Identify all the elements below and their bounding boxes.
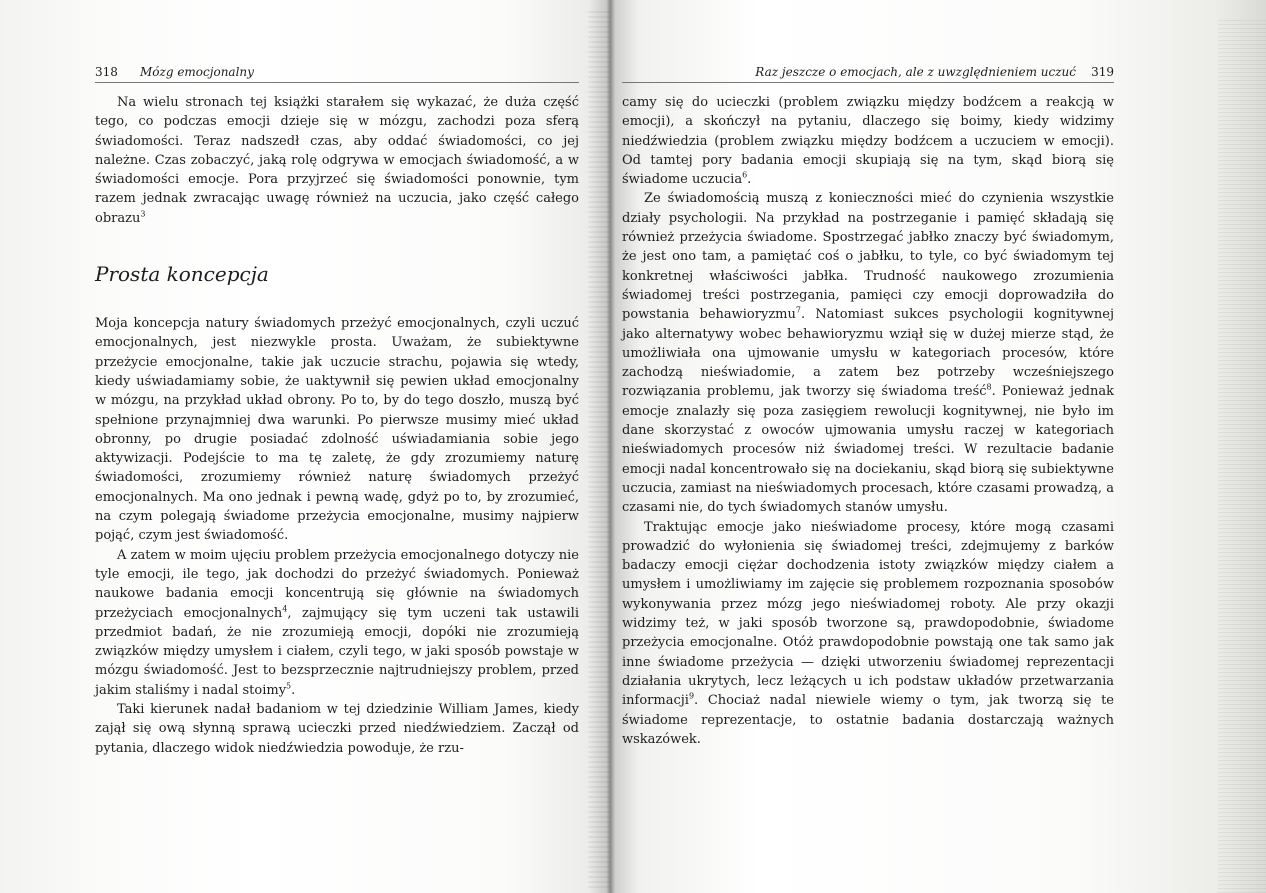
- book-gutter: [588, 8, 610, 888]
- section-heading: Prosta koncepcja: [95, 262, 269, 287]
- footnote-ref: 8: [986, 383, 992, 393]
- right-page: [622, 62, 1114, 749]
- left-paragraph-2: Moja koncepcja natury świadomych przeżyć emocjonalnych, czyli uczuć emocjonalnych, jest niezwykle prosta. Uważam, że subiektywne przeżycie emocjonalne, takie jak uczucie strachu, pojawia się wtedy, kiedy uświadamiamy sobie, że uaktywnił się pewien układ emocjonalny w mózgu, na przykład układ obrony. Po to, by do tego doszło, muszą być spełnione przynajmniej dwa warunki. Po pierwsze musimy mieć układ obronny, po drugie posiadać zdolność uświadamiania sobie jego aktywizacji. Podejście to ma tę zaletę, że gdy zrozumiemy naturę świadomości, zrozumiemy również naturę świadomych przeżyć emocjonalnych. Ma ono jednak i pewną wadę, gdyż po to, by zrozumieć, na czym polegają świadome przeżycia emocjonalne, musimy najpierw pojąć, czym jest świadomość.: [95, 316, 579, 544]
- left-page: [95, 62, 579, 758]
- left-paragraph-3: A zatem w moim ujęciu problem przeżycia emocjonalnego dotyczy nie tyle emocji, ile tego, jak dochodzi do przeżyć świadomych. Ponieważ naukowe badania emocji koncentrują się głównie na świadomych przeżyciach emocjonalnych$^4$, zajmujący się tym uczeni tak ustawili przedmiot badań, że nie zrozumieją emocji, dopóki nie zrozumieją związków między umysłem i ciałem, czyli tego, w jaki sposób powstaje w mózgu świadomość. Jest to bezsprzecznie najtrudniejszy problem, przed jakim staliśmy i nadal stoimy$^5$.: [95, 547, 579, 698]
- right-paragraph-2: Ze świadomością muszą z konieczności mieć do czynienia wszystkie działy psychologii. Na przykład na postrzeganie i pamięć składają się również przeżycia świadome. Spostrzegać jabłko znaczy być świadomym, że jest ono tam, a pamiętać coś o jabłku, to tyle, co być świadomym tej konkretnej właściwości jabłka. Trudność naukowego zrozumienia świadomej treści postrzegania, pamięci czy emocji doprowadziła do powstania behawioryzmu$^7$. Natomiast sukces psychologii kognitywnej jako alternatywy wobec behawioryzmu wziął się w dużej mierze stąd, że umożliwiała ona ujmowanie umysłu w kategoriach procesów, które zachodzą nieświadomie, a zatem bez potrzeby wcześniejszego rozwiązania problemu, jak tworzy się świadoma treść$^8$. Ponieważ jednak emocje znalazły się poza zasięgiem rewolucji kognitywnej, nie było im dane skorzystać z owoców ujmowania umysłu raczej w kategoriach nieświadomych procesów niż świadomej treści. W rezultacie badanie emocji nadal koncentrowało się na dociekaniu, skąd biorą się subiektywne uczucia, zamiast na nieświadomych procesach, które czasami prowadzą, a czasami nie, do tych świadomych stanów umysłu.: [622, 191, 1114, 516]
- right-running-head: [622, 62, 1114, 83]
- right-paragraph-3: Traktując emocje jako nieświadome procesy, które mogą czasami prowadzić do wyłonienia się świadomej treści, zdejmujemy z barków badaczy emocji ciężar dochodzenia istoty związków między ciałem a umysłem i umożliwiamy im zajęcie się problemem rozpoznania sposobów wykonywania przez mózg jego nieświadomej roboty. Ale przy okazji widzimy też, w jaki sposób tworzone są, prawdopodobnie, świadome przeżycia emocjonalne. Otóż prawdopodobnie powstają one tak samo jak inne świadome przeżycia — dzięki utworzeniu świadomej reprezentacji działania ukrytych, lecz leżących u ich podstaw układów przetwarzania informacji$^9$. Chociaż nadal niewiele wiemy o tym, jak tworzą się te świadome reprezentacje, to ostatnie badania dostarczają ważnych wskazówek.: [622, 519, 1114, 747]
- footnote-ref: 3: [140, 209, 146, 219]
- left-page-number: 318: [95, 65, 118, 79]
- page-edge-shadow: [1218, 20, 1266, 893]
- footnote-ref: 6: [742, 170, 748, 180]
- left-running-title: Mózg emocjonalny: [140, 65, 254, 79]
- left-paragraph-4: Taki kierunek nadał badaniom w tej dziedzinie William James, kiedy zajął się ową słynną sprawą ucieczki przed niedźwiedziem. Zaczął od pytania, dlaczego widok niedźwiedzia powoduje, że rzu-: [95, 702, 579, 756]
- footnote-ref: 7: [795, 305, 801, 315]
- right-running-title: Raz jeszcze o emocjach, ale z uwzględnieniem uczuć: [755, 65, 1076, 79]
- footnote-ref: 9: [688, 691, 695, 701]
- footnote-ref: 5: [286, 681, 292, 691]
- left-running-head: [95, 62, 579, 83]
- footnote-ref: 4: [282, 604, 288, 614]
- right-paragraph-1: camy się do ucieczki (problem związku między bodźcem a reakcją w emocji), a skończył na pytaniu, dlaczego się boimy, kiedy widzimy niedźwiedzia (problem związku między bodźcem a uczuciem w emocji). Od tamtej pory badania emocji skupiają się na tym, skąd biorą się świadome uczucia$^6$.: [622, 95, 1114, 188]
- right-page-number: 319: [1091, 65, 1114, 79]
- left-paragraph-1: Na wielu stronach tej książki starałem się wykazać, że duża część tego, co podczas emocji dzieje się w mózgu, zachodzi poza sferą świadomości. Teraz nadszedł czas, aby oddać świadomości, co jej należne. Czas zobaczyć, jaką rolę odgrywa w emocjach świadomość, a w świadomości emocje. Pora przyjrzeć się świadomości ponownie, tym razem jednak zwracając uwagę również na uczucia, jako część całego obrazu$^3$: [95, 95, 579, 226]
